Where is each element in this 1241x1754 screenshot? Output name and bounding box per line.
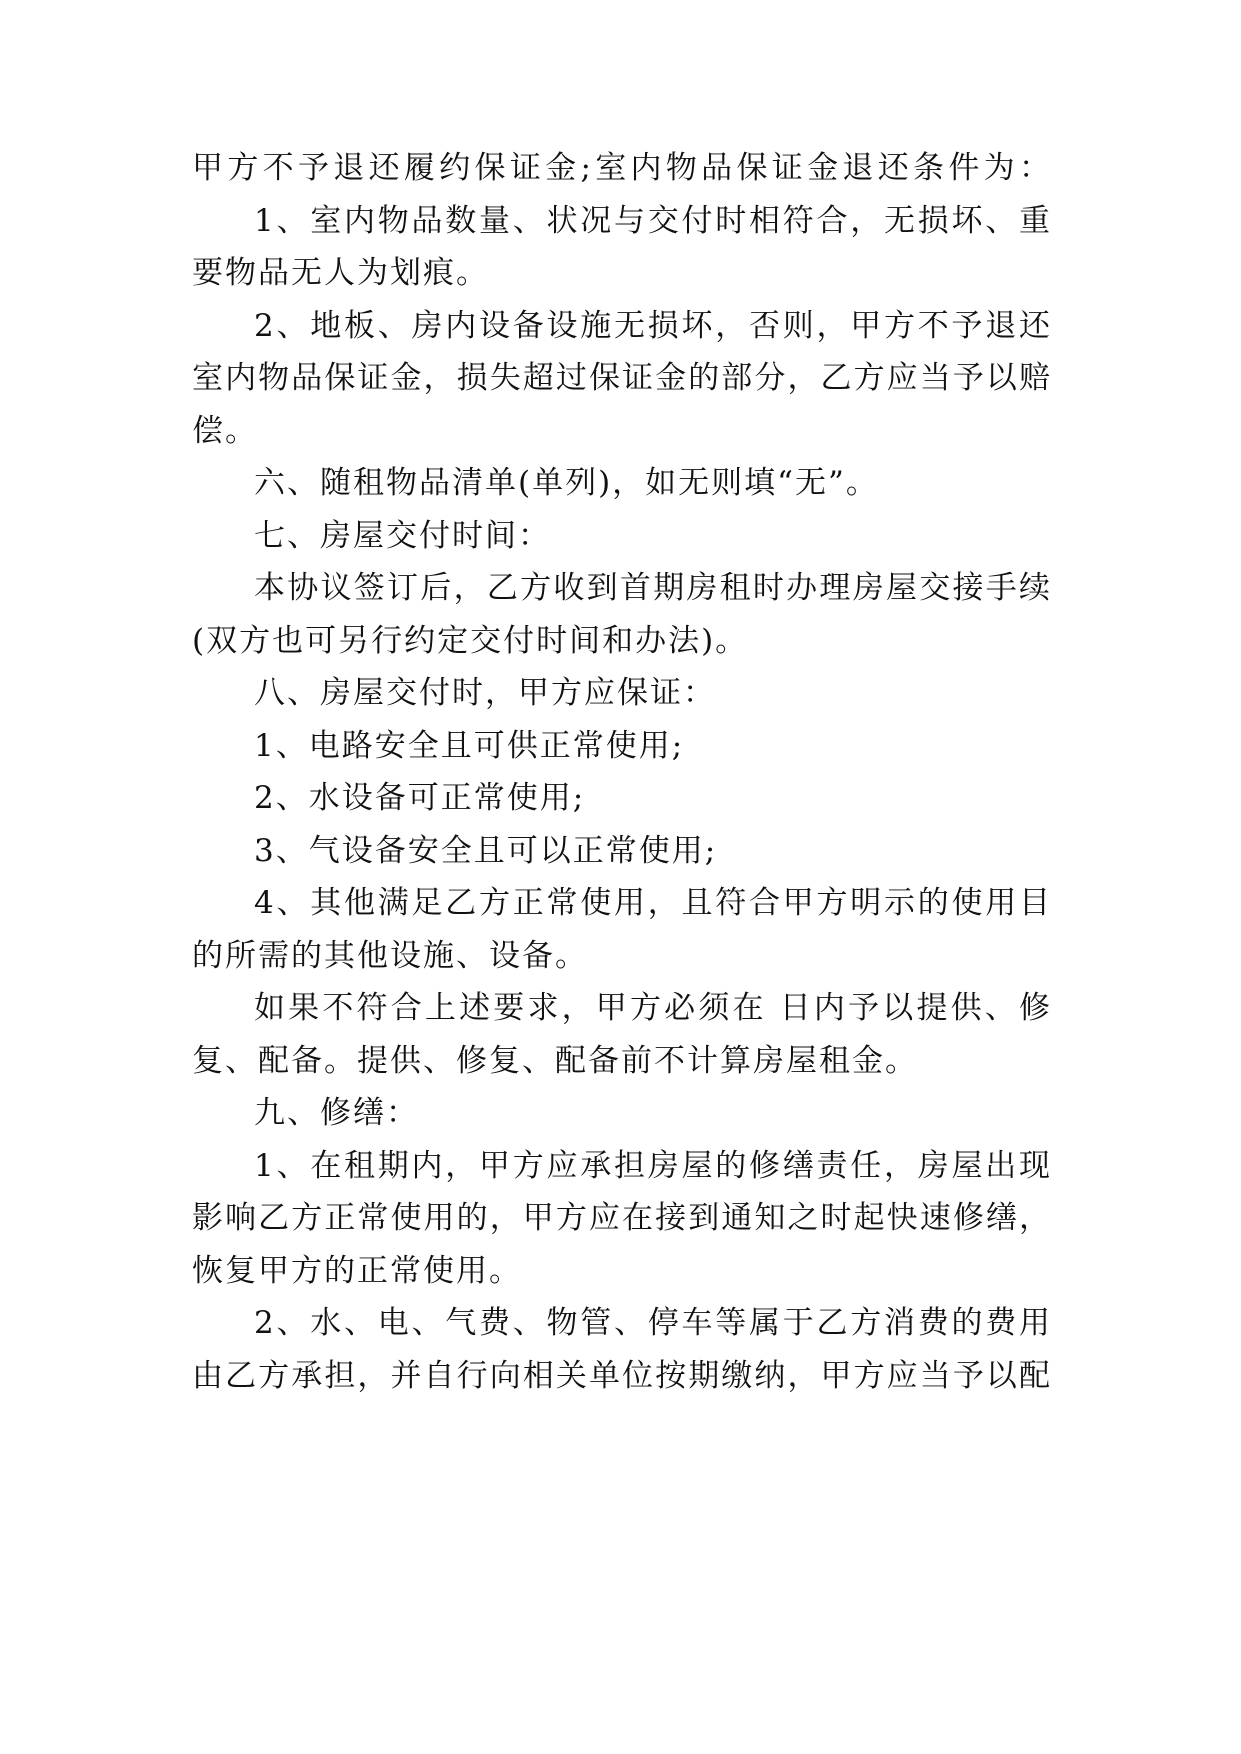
text-line: 七、房屋交付时间： bbox=[254, 518, 551, 554]
text-line: 1、电路安全且可供正常使用; bbox=[254, 728, 685, 764]
text-line: 的所需的其他设施、设备。 bbox=[192, 938, 588, 974]
text-line: 甲方不予退还履约保证金;室内物品保证金退还条件为： bbox=[192, 150, 1052, 186]
text-line: 恢复甲方的正常使用。 bbox=[192, 1253, 522, 1289]
text-line: 影响乙方正常使用的，甲方应在接到通知之时起快速修缮， bbox=[192, 1200, 1052, 1236]
text-line: 1、在租期内，甲方应承担房屋的修缮责任，房屋出现 bbox=[254, 1148, 1052, 1184]
text-line: 八、房屋交付时，甲方应保证： bbox=[254, 675, 716, 711]
text-line: 偿。 bbox=[192, 413, 258, 449]
text-line: 4、其他满足乙方正常使用，且符合甲方明示的使用目 bbox=[254, 885, 1052, 921]
text-line: 3、气设备安全且可以正常使用; bbox=[254, 833, 718, 869]
text-line: 九、修缮： bbox=[254, 1095, 419, 1131]
text-line: 如果不符合上述要求，甲方必须在 日内予以提供、修 bbox=[254, 990, 1052, 1026]
text-line: 2、水设备可正常使用; bbox=[254, 780, 586, 816]
text-line: 本协议签订后，乙方收到首期房租时办理房屋交接手续 bbox=[254, 570, 1052, 606]
text-line: 室内物品保证金，损失超过保证金的部分，乙方应当予以赔 bbox=[192, 360, 1052, 396]
text-line: 2、水、电、气费、物管、停车等属于乙方消费的费用 bbox=[254, 1305, 1052, 1341]
text-line: 由乙方承担，并自行向相关单位按期缴纳，甲方应当予以配 bbox=[192, 1358, 1052, 1394]
text-line: 复、配备。提供、修复、配备前不计算房屋租金。 bbox=[192, 1043, 918, 1079]
text-line: 六、随租物品清单(单列)，如无则填“无”。 bbox=[254, 465, 879, 501]
text-line: 要物品无人为划痕。 bbox=[192, 255, 489, 291]
text-line: 2、地板、房内设备设施无损坏，否则，甲方不予退还 bbox=[254, 308, 1052, 344]
text-line: 1、室内物品数量、状况与交付时相符合，无损坏、重 bbox=[254, 203, 1052, 239]
text-line: (双方也可另行约定交付时间和办法)。 bbox=[192, 623, 749, 659]
